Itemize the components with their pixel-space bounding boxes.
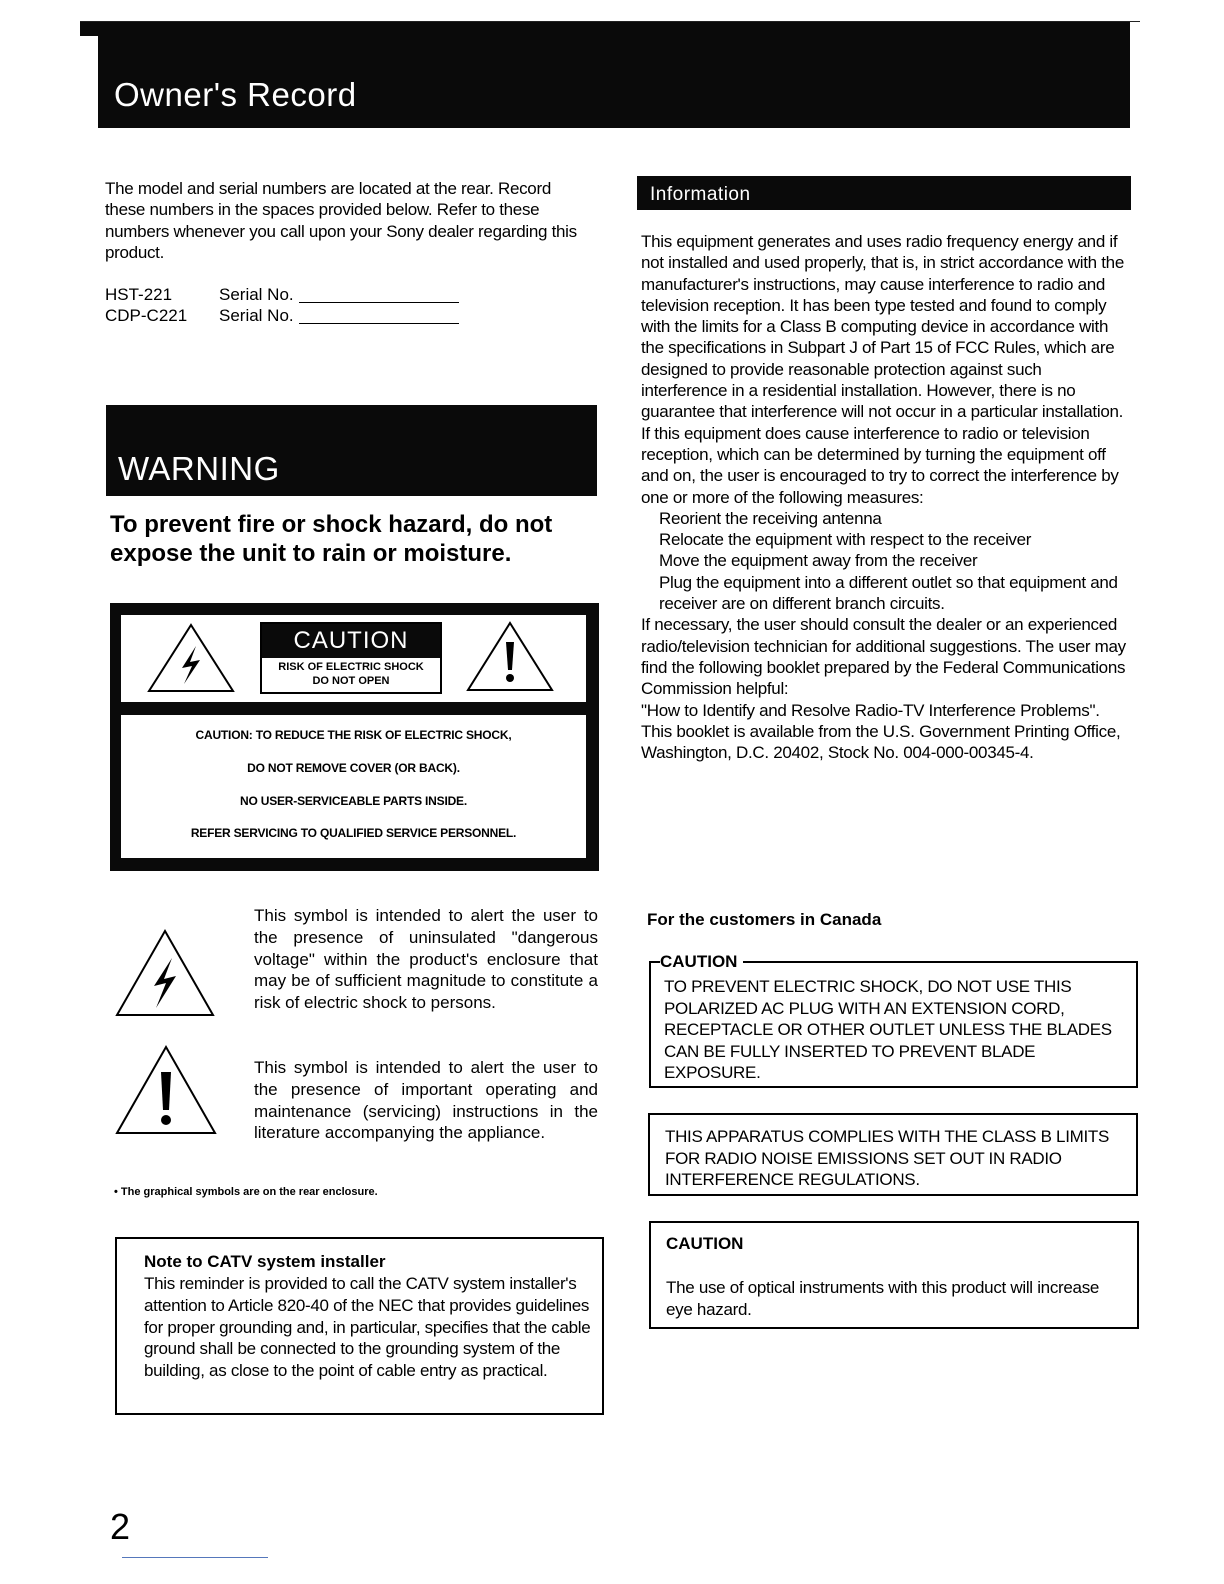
owner-record-intro: The model and serial numbers are located at the rear. Record these numbers in the spaces provided below. Refer to these numbers whenever you call upon your Sony dealer regarding this product.	[105, 179, 577, 263]
measure-item: Relocate the equipment with respect to the receiver	[659, 530, 1032, 550]
warning-title: WARNING	[118, 450, 280, 487]
warning-text: To prevent fire or shock hazard, do not expose the unit to rain or moisture.	[110, 511, 553, 567]
page-number: 2	[110, 1506, 131, 1547]
caution-risk-line: RISK OF ELECTRIC SHOCK	[278, 661, 424, 673]
lightning-triangle-icon	[114, 928, 216, 1018]
caution-line-4: REFER SERVICING TO QUALIFIED SERVICE PERSONNEL.	[190, 826, 517, 840]
optical-caution-text: The use of optical instruments with this product will increase eye hazard.	[666, 1278, 1100, 1319]
page-title: Owner's Record	[114, 76, 357, 113]
measure-item: Plug the equipment into a different outlet so that equipment and receiver are on different branch circuits.	[659, 572, 1118, 614]
serial-label: Serial No.	[219, 306, 294, 325]
caution-open-line: DO NOT OPEN	[312, 675, 390, 687]
information-body	[641, 231, 1131, 763]
caution-line-3: NO USER-SERVICEABLE PARTS INSIDE.	[240, 794, 467, 808]
optical-caution-title: CAUTION	[666, 1234, 744, 1253]
catv-note-body: This reminder is provided to call the CATV system installer's attention to Article 820-40 of the NEC that provides guidelines for proper grounding and, in particular, specifies that the cable ground shall be connected to the grounding system of the building, as close to the point of cable entry as practical.	[144, 1274, 591, 1381]
canada-title: For the customers in Canada	[647, 910, 882, 929]
information-para-4: This booklet is available from the U.S. Government Printing Office, Washington, D.C. 20402, Stock No. 004-000-00345-4.	[641, 721, 1121, 763]
serial-row-cdp	[105, 306, 505, 328]
bottom-rule	[122, 1557, 268, 1558]
header-tab	[80, 22, 100, 36]
catv-note-title: Note to CATV system installer	[144, 1252, 386, 1271]
lightning-symbol-text: This symbol is intended to alert the user to the presence of uninsulated "dangerous voltage" within the product's enclosure that may be of sufficient magnitude to constitute a risk of electric shock to persons.	[254, 906, 598, 1013]
information-para-3: "How to Identify and Resolve Radio-TV Interference Problems".	[641, 700, 1100, 720]
exclamation-triangle-icon	[465, 620, 555, 694]
classb-text: THIS APPARATUS COMPLIES WITH THE CLASS B LIMITS FOR RADIO NOISE EMISSIONS SET OUT IN RADIO INTERFERENCE REGULATIONS.	[665, 1127, 1110, 1190]
caution-line-1: CAUTION: TO REDUCE THE RISK OF ELECTRIC SHOCK,	[195, 728, 512, 742]
caution-line-2: DO NOT REMOVE COVER (OR BACK).	[247, 761, 460, 775]
serial-blank-line	[299, 323, 459, 324]
information-para-2: If necessary, the user should consult the dealer or an experienced radio/television technician for additional suggestions. The user may find the following booklet prepared by the Federal Communications Commission helpful:	[641, 615, 1126, 699]
serial-label: Serial No.	[219, 285, 294, 304]
caution-label-title: CAUTION	[262, 624, 440, 658]
information-para-1: This equipment generates and uses radio frequency energy and if not installed and used properly, that is, in strict accordance with the manufacturer's instructions, may cause interference to radio and television reception. It has been type tested and found to comply with the limits for a Class B computing device in accordance with the specifications in Subpart J of Part 15 of FCC Rules, which are designed to provide reasonable protection against such interference in a residential installation. However, there is no guarantee that interference will not occur in a particular installation. If this equipment does cause interference to radio or television reception, which can be determined by turning the equipment off and on, the user is encouraged to try to correct the interference by one or more of the following measures:	[641, 232, 1124, 507]
canada-caution-text: TO PREVENT ELECTRIC SHOCK, DO NOT USE THIS POLARIZED AC PLUG WITH AN EXTENSION CORD, RECEPTACLE OR OTHER OUTLET UNLESS THE BLADES CAN BE FULLY INSERTED TO PREVENT BLADE EXPOSURE.	[664, 977, 1112, 1083]
exclamation-symbol-text: This symbol is intended to alert the user to the presence of important operating and maintenance (servicing) instructions in the literature accompanying the appliance.	[254, 1058, 598, 1143]
lightning-triangle-icon	[146, 622, 236, 694]
model-name: HST-221	[105, 285, 173, 304]
model-name: CDP-C221	[105, 306, 188, 325]
caution-label-subtext	[262, 660, 440, 688]
measure-item: Reorient the receiving antenna	[659, 508, 882, 528]
symbols-footnote: • The graphical symbols are on the rear enclosure.	[114, 1186, 378, 1198]
canada-caution-label: CAUTION	[660, 952, 743, 972]
serial-row-hst	[105, 285, 505, 307]
serial-blank-line	[299, 302, 459, 303]
measure-item: Move the equipment away from the receiver	[659, 551, 978, 571]
information-title: Information	[650, 184, 751, 205]
exclamation-triangle-icon	[114, 1044, 218, 1136]
